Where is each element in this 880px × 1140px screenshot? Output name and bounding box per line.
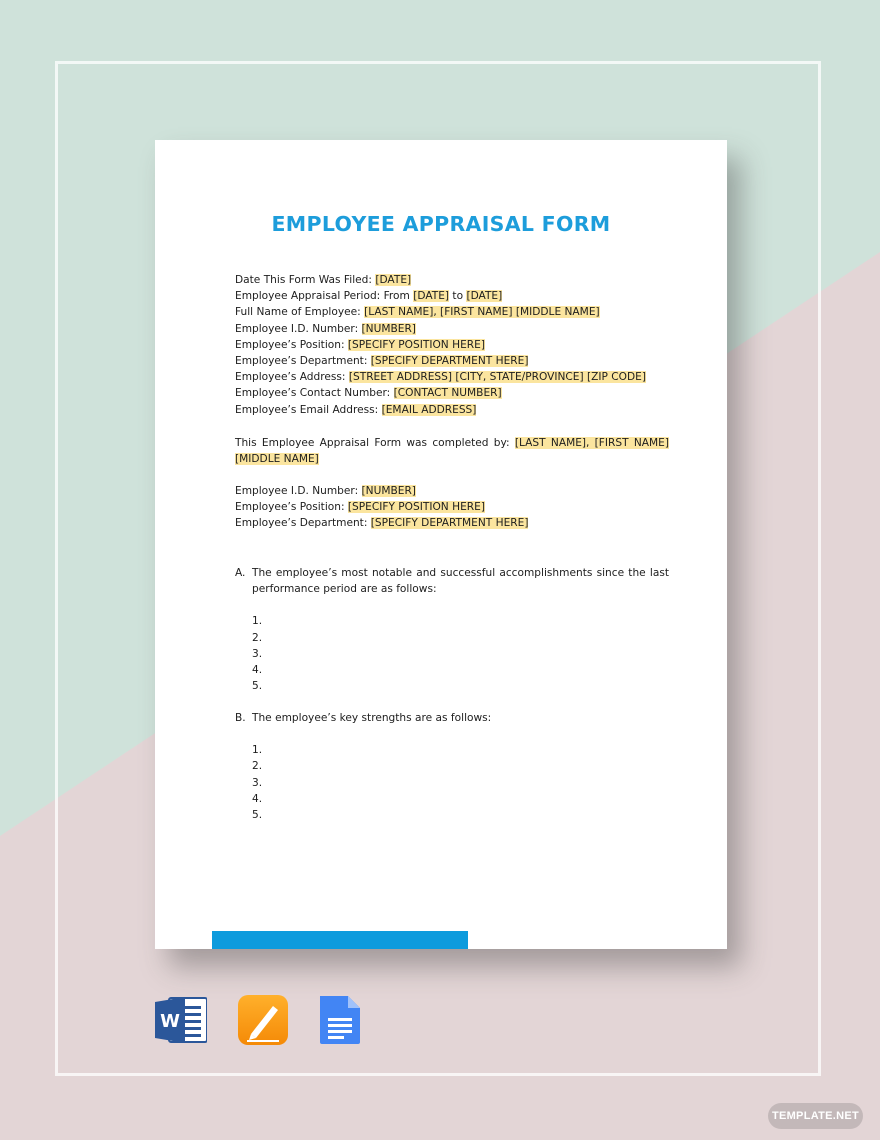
section-a-question: The employee’s most notable and successful accomplishments since the last performance period are as follows: [252, 567, 669, 596]
section-a-list [235, 613, 669, 694]
placeholder-address: [STREET ADDRESS] [CITY, STATE/PROVINCE] [ZIP CODE] [348, 371, 646, 384]
reviewer-position: Employee’s Position: [SPECIFY POSITION HERE] [235, 501, 485, 514]
field-email: Employee’s Email Address: [EMAIL ADDRESS] [235, 403, 477, 416]
document-page [155, 140, 727, 949]
placeholder-email: [EMAIL ADDRESS] [381, 403, 477, 416]
list-item: 1. [252, 744, 263, 757]
field-contact-number: Employee’s Contact Number: [CONTACT NUMBER] [235, 387, 502, 400]
section-letter: A. [235, 567, 246, 579]
section-letter: B. [235, 712, 246, 724]
list-item: 3. [252, 647, 263, 660]
placeholder-position: [SPECIFY POSITION HERE] [347, 501, 485, 514]
list-item: 2. [252, 631, 263, 644]
completed-by-paragraph: This Employee Appraisal Form was completed by: [LAST NAME], [FIRST NAME] [MIDDLE NAME] [235, 437, 670, 466]
employee-fields [235, 272, 669, 418]
section-b-question: The employee’s key strengths are as follows: [252, 712, 492, 724]
field-full-name: Full Name of Employee: [LAST NAME], [FIRST NAME] [MIDDLE NAME] [235, 306, 600, 319]
list-item: 1. [252, 615, 263, 628]
placeholder-name: [LAST NAME], [FIRST NAME] [MIDDLE NAME] [235, 437, 670, 466]
watermark-badge: TEMPLATE.NET [768, 1103, 863, 1129]
list-item: 4. [252, 792, 263, 805]
field-department: Employee’s Department: [SPECIFY DEPARTMENT HERE] [235, 355, 529, 368]
field-appraisal-period: Employee Appraisal Period: From [DATE] to [DATE] [235, 290, 503, 303]
pages-icon[interactable] [237, 994, 289, 1046]
field-position: Employee’s Position: [SPECIFY POSITION HERE] [235, 338, 485, 351]
google-docs-icon[interactable] [316, 994, 368, 1046]
list-item: 5. [252, 680, 263, 693]
word-icon[interactable] [155, 994, 207, 1046]
reviewer-fields [235, 483, 669, 532]
svg-text:W: W [160, 1011, 180, 1032]
reviewer-department: Employee’s Department: [SPECIFY DEPARTMENT HERE] [235, 517, 529, 530]
reviewer-id-number: Employee I.D. Number: [NUMBER] [235, 485, 416, 497]
placeholder-contact: [CONTACT NUMBER] [393, 387, 502, 400]
placeholder-number: [NUMBER] [361, 322, 416, 335]
list-item: 5. [252, 809, 263, 822]
placeholder-number: [NUMBER] [361, 485, 416, 497]
document-title: EMPLOYEE APPRAISAL FORM [271, 212, 611, 236]
footer-accent-bar [212, 931, 468, 949]
section-a [235, 565, 669, 694]
field-id-number: Employee I.D. Number: [NUMBER] [235, 322, 416, 335]
placeholder-date: [DATE] [466, 290, 503, 303]
placeholder-date: [DATE] [375, 274, 412, 286]
field-address: Employee’s Address: [STREET ADDRESS] [CITY, STATE/PROVINCE] [ZIP CODE] [235, 371, 646, 384]
placeholder-department: [SPECIFY DEPARTMENT HERE] [370, 517, 529, 530]
placeholder-position: [SPECIFY POSITION HERE] [347, 338, 485, 351]
field-date-filed: Date This Form Was Filed: [DATE] [235, 274, 412, 286]
list-item: 4. [252, 664, 263, 677]
list-item: 2. [252, 760, 263, 773]
placeholder-name: [LAST NAME], [FIRST NAME] [MIDDLE NAME] [364, 306, 600, 319]
section-b [235, 710, 669, 823]
placeholder-date: [DATE] [413, 290, 450, 303]
list-item: 3. [252, 776, 263, 789]
section-b-list [235, 742, 669, 823]
placeholder-department: [SPECIFY DEPARTMENT HERE] [370, 355, 529, 368]
